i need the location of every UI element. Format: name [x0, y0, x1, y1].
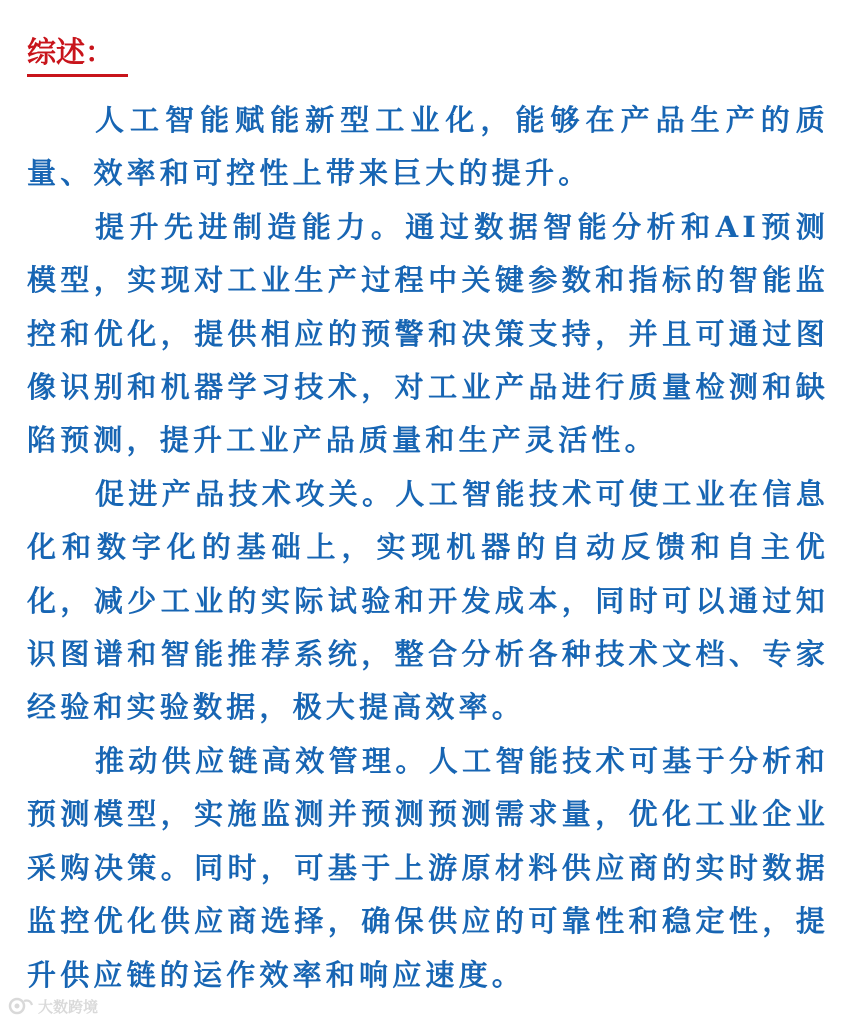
watermark [8, 996, 98, 1016]
paragraph-intro: 人工智能赋能新型工业化，能够在产品生产的质量、效率和可控性上带来巨大的提升。 [27, 103, 829, 191]
paragraph-supply-chain: 推动供应链高效管理。人工智能技术可基于分析和预测模型，实施监测并预测预测需求量，优化工业企业采购决策。同时，可基于上游原材料供应商的实时数据监控优化供应商选择，确保供应的可靠性和稳定性，提升供应链的运作效率和响应速度。 [27, 743, 829, 992]
body-text [27, 94, 829, 1002]
paragraph-manufacturing: 提升先进制造能力。通过数据智能分析和AI预测模型，实现对工业生产过程中关键参数和指标的智能监控和优化，提供相应的预警和决策支持，并且可通过图像识别和机器学习技术，对工业产品进行质量检测和缺陷预测，提升工业产品质量和生产灵活性。 [27, 209, 829, 458]
brand-logo-icon [8, 997, 34, 1015]
heading-underline [27, 74, 128, 77]
section-heading: 综述： [27, 35, 115, 69]
paragraph-technology: 促进产品技术攻关。人工智能技术可使工业在信息化和数字化的基础上，实现机器的自动反馈和自主优化，减少工业的实际试验和开发成本，同时可以通过知识图谱和智能推荐系统，整合分析各种技术文档、专家经验和实验数据，极大提高效率。 [27, 476, 829, 725]
watermark-text: 大数跨境 [38, 997, 99, 1016]
